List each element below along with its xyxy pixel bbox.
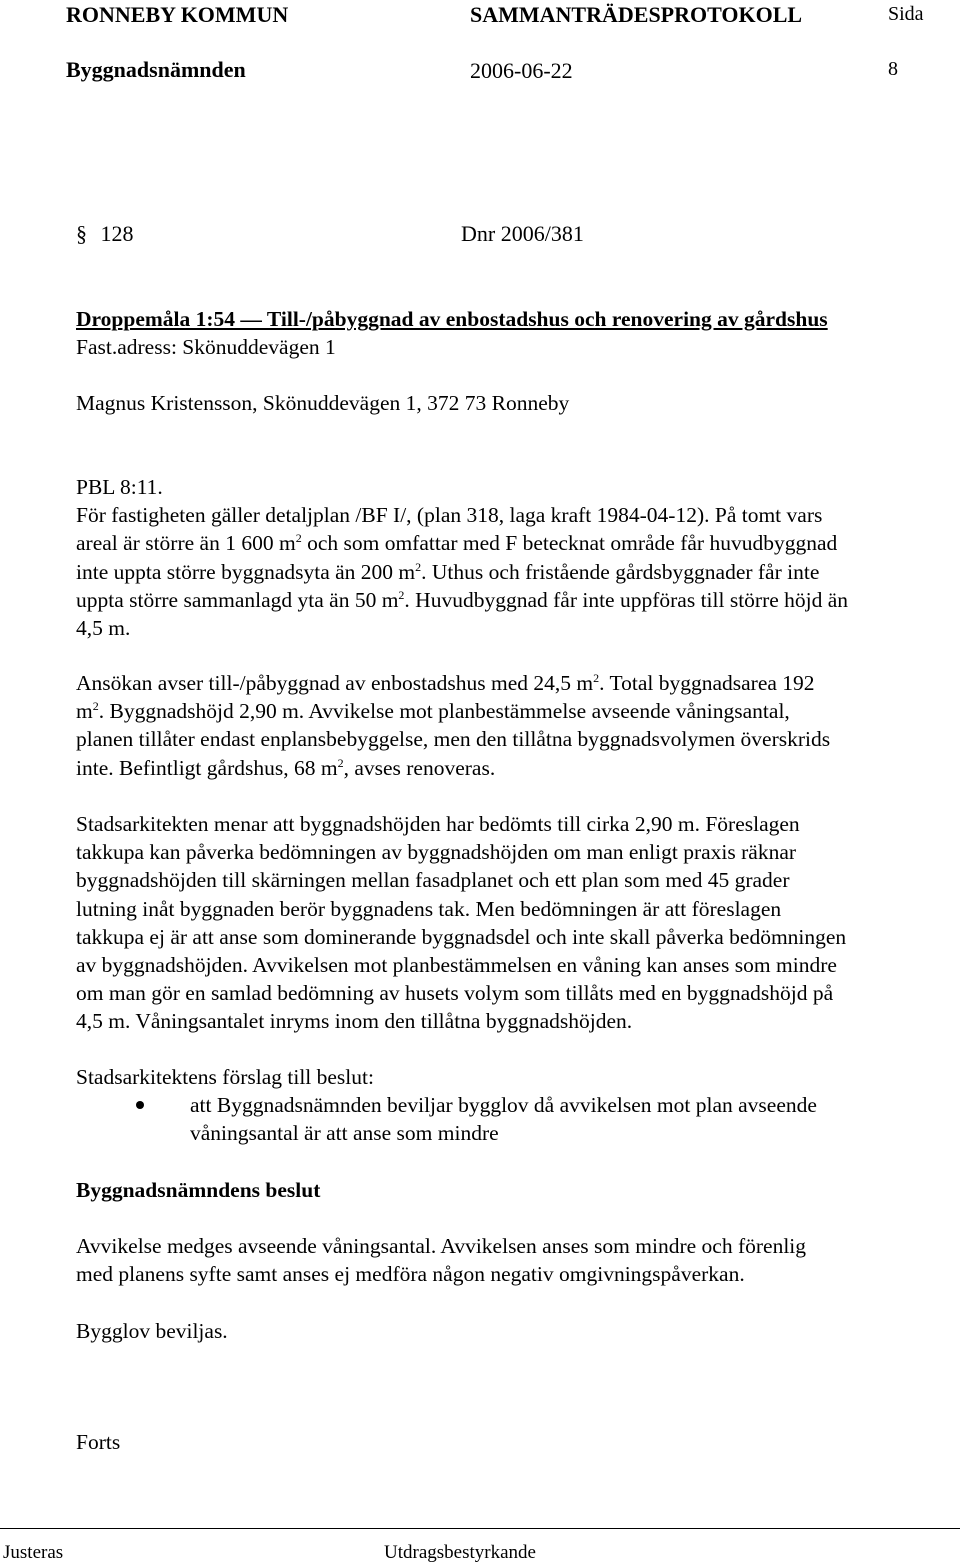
section-number-value: 128 <box>100 221 134 246</box>
plan-text-line: inte uppta större byggnadsyta än 200 $m^2$. Uthus och fristående gårdsbyggnader får inte <box>76 559 820 584</box>
decision-line: med planens syfte samt anses ej medföra någon negativ omgivningspåverkan. <box>76 1262 745 1286</box>
plan-text-line: För fastigheten gäller detaljplan /BF I/, (plan 318, laga kraft 1984-04-12). På tomt vars <box>76 503 823 528</box>
application-line: planen tillåter endast enplansbebyggelse, men den tillåtna byggnadsvolymen överskrids <box>76 727 831 752</box>
application-line: Ansökan avser till-/påbyggnad av enbostadshus med 24,5 $m^2$. Total byggnadsarea 192 <box>76 671 815 695</box>
decision-conclusion: Bygglov beviljas. <box>76 1319 228 1343</box>
proposal-bullet-line: våningsantal är att anse som mindre <box>190 1121 499 1145</box>
bullet-icon <box>136 1101 144 1109</box>
opinion-line: av byggnadshöjden. Avvikelsen mot planbestämmelsen en våning kan anses som mindre <box>76 953 837 978</box>
opinion-line: takkupa ej är att anse som dominerande byggnadsdel och inte skall påverka bedömningen <box>76 924 847 949</box>
section-number <box>76 220 134 248</box>
opinion-line: lutning inåt byggnaden berör byggnadens tak. Men bedömningen är att föreslagen <box>76 896 782 921</box>
plan-regulations <box>76 473 956 642</box>
plan-text-line: uppta större sammanlagd yta än 50 $m^2$. Huvudbyggnad får inte uppföras till större höjd än <box>76 587 849 612</box>
committee-name: Byggnadsnämnden <box>66 57 246 82</box>
opinion-line: om man gör en samlad bedömning av husets volym som tillåts med en byggnadshöjd på <box>76 981 834 1006</box>
plan-text-line: 4,5 m. <box>76 616 131 641</box>
application-description <box>76 669 956 782</box>
applicant: Magnus Kristensson, Skönuddevägen 1, 372 73 Ronneby <box>76 391 570 415</box>
application-line: $m^2$. Byggnadshöjd 2,90 m. Avvikelse mot planbestämmelse avseende våningsantal, <box>76 699 790 724</box>
section-mark: § <box>76 221 87 246</box>
diary-number: Dnr 2006/381 <box>461 221 584 246</box>
architect-opinion <box>76 810 956 1036</box>
footer-justeras: Justeras <box>3 1542 64 1563</box>
document-type: SAMMANTRÄDESPROTOKOLL <box>470 2 803 27</box>
municipality-name: RONNEBY KOMMUN <box>66 2 289 27</box>
opinion-line: takkupa kan påverka bedömningen av byggnadshöjden om man enligt praxis räknar <box>76 840 797 865</box>
property-address: Fast.adress: Skönuddevägen 1 <box>76 335 336 359</box>
application-line: inte. Befintligt gårdshus, 68 $m^2$, avses renoveras. <box>76 755 496 780</box>
case-title: Droppemåla 1:54 — Till-/påbyggnad av enbostadshus och renovering av gårdshus <box>76 307 828 331</box>
opinion-line: Stadsarkitekten menar att byggnadshöjden har bedömts till cirka 2,90 m. Föreslagen <box>76 812 800 836</box>
page-label: Sida <box>888 3 924 25</box>
meeting-date: 2006-06-22 <box>470 58 573 83</box>
decision-line: Avvikelse medges avseende våningsantal. Avvikelsen anses som mindre och förenlig <box>76 1234 807 1258</box>
opinion-line: byggnadshöjden till skärningen mellan fasadplanet och ett plan som med 45 grader <box>76 868 790 893</box>
proposal-heading: Stadsarkitektens förslag till beslut: <box>76 1065 374 1089</box>
pbl-reference: PBL 8:11. <box>76 475 163 499</box>
continued-marker: Forts <box>76 1430 121 1454</box>
opinion-line: 4,5 m. Våningsantalet inryms inom den tillåtna byggnadshöjden. <box>76 1009 633 1034</box>
page-number: 8 <box>888 58 898 80</box>
footer-divider <box>0 1528 960 1529</box>
decision-heading: Byggnadsnämndens beslut <box>76 1178 321 1202</box>
footer-utdragsbestyrkande: Utdragsbestyrkande <box>384 1542 536 1563</box>
plan-text-line: areal är större än 1 600 $m^2$ och som omfattar med F betecknat område får huvudbyggnad <box>76 531 838 556</box>
proposal-bullet-line: att Byggnadsnämnden beviljar bygglov då avvikelsen mot plan avseende <box>190 1093 817 1117</box>
